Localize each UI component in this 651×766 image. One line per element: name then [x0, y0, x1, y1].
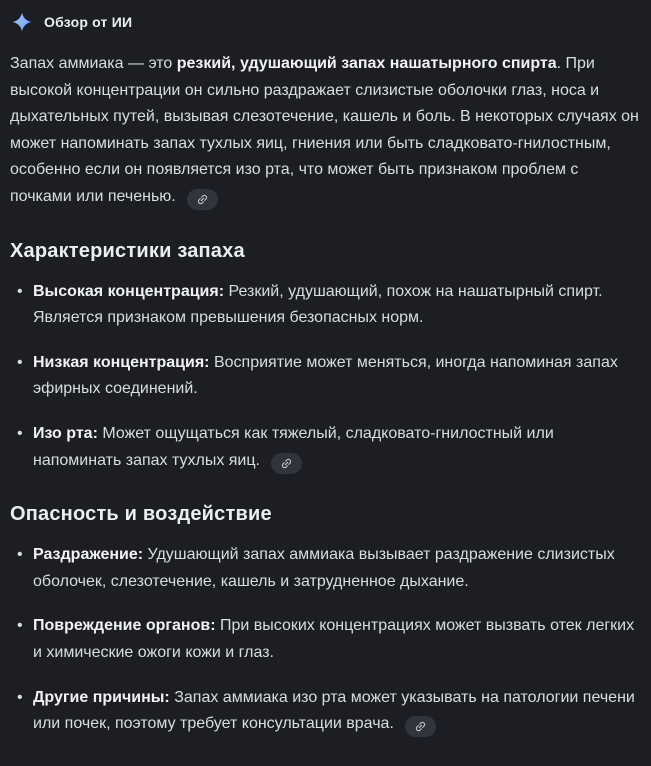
- intro-text: . При высокой концентрации он сильно раздражает слизистые оболочки глаз, носа и дыхательных путей, вызывая слезотечение, кашель и боль. В некоторых случаях он может напоминать запах тухлых яиц, гниения или быть сладковато-гнилостным, особенно если он появляется изо рта, что может быть признаком проблем с почками или печенью.: [10, 55, 639, 205]
- item-text: Восприятие может меняться, иногда напоминая запах эфирных соединений.: [33, 353, 618, 398]
- list-item: [10, 421, 643, 474]
- link-chain-icon: [414, 720, 427, 733]
- bullet-list: [10, 542, 643, 738]
- section-heading: Опасность и воздействие: [10, 503, 272, 526]
- item-label: Низкая концентрация:: [33, 353, 210, 371]
- list-item: [10, 542, 643, 595]
- ai-overview-title: Обзор от ИИ: [44, 14, 133, 30]
- list-item: [10, 279, 643, 332]
- ai-overview-header: [10, 10, 643, 34]
- item-text: При высоких концентрациях может вызвать отек легких и химические ожоги кожи и глаз.: [33, 617, 635, 661]
- list-item: [10, 350, 643, 403]
- item-label: Другие причины:: [33, 688, 170, 706]
- item-text: Резкий, удушающий, похож на нашатырный спирт. Является признаком превышения безопасных норм.: [33, 282, 603, 327]
- intro-bold-text: резкий, удушающий запах нашатырного спирта: [176, 55, 557, 72]
- source-link-button[interactable]: [187, 189, 218, 210]
- list-item: [10, 613, 643, 666]
- bullet-list: [10, 279, 643, 475]
- intro-text: Запах аммиака — это: [10, 55, 177, 72]
- item-text: Запах аммиака изо рта может указывать на патологии печени или почек, поэтому требует консультации врача.: [33, 688, 635, 733]
- section-heading: Характеристики запаха: [10, 239, 245, 262]
- list-item: [10, 685, 643, 738]
- item-label: Повреждение органов:: [33, 617, 216, 635]
- source-link-button[interactable]: [405, 716, 436, 737]
- item-text: Удушающий запах аммиака вызывает раздражение слизистых оболочек, слезотечение, кашель и затрудненное дыхание.: [33, 546, 615, 590]
- intro-paragraph: [10, 51, 643, 211]
- item-text: Может ощущаться как тяжелый, сладковато-гнилостный или напоминать запах тухлых яиц.: [33, 424, 554, 469]
- link-chain-icon: [196, 193, 209, 206]
- link-chain-icon: [280, 457, 293, 470]
- item-label: Раздражение:: [33, 546, 144, 564]
- item-label: Высокая концентрация:: [33, 282, 225, 300]
- sections-container: [10, 238, 643, 738]
- item-label: Изо рта:: [33, 424, 98, 442]
- source-link-button[interactable]: [271, 453, 302, 474]
- gemini-sparkle-icon: [11, 11, 33, 33]
